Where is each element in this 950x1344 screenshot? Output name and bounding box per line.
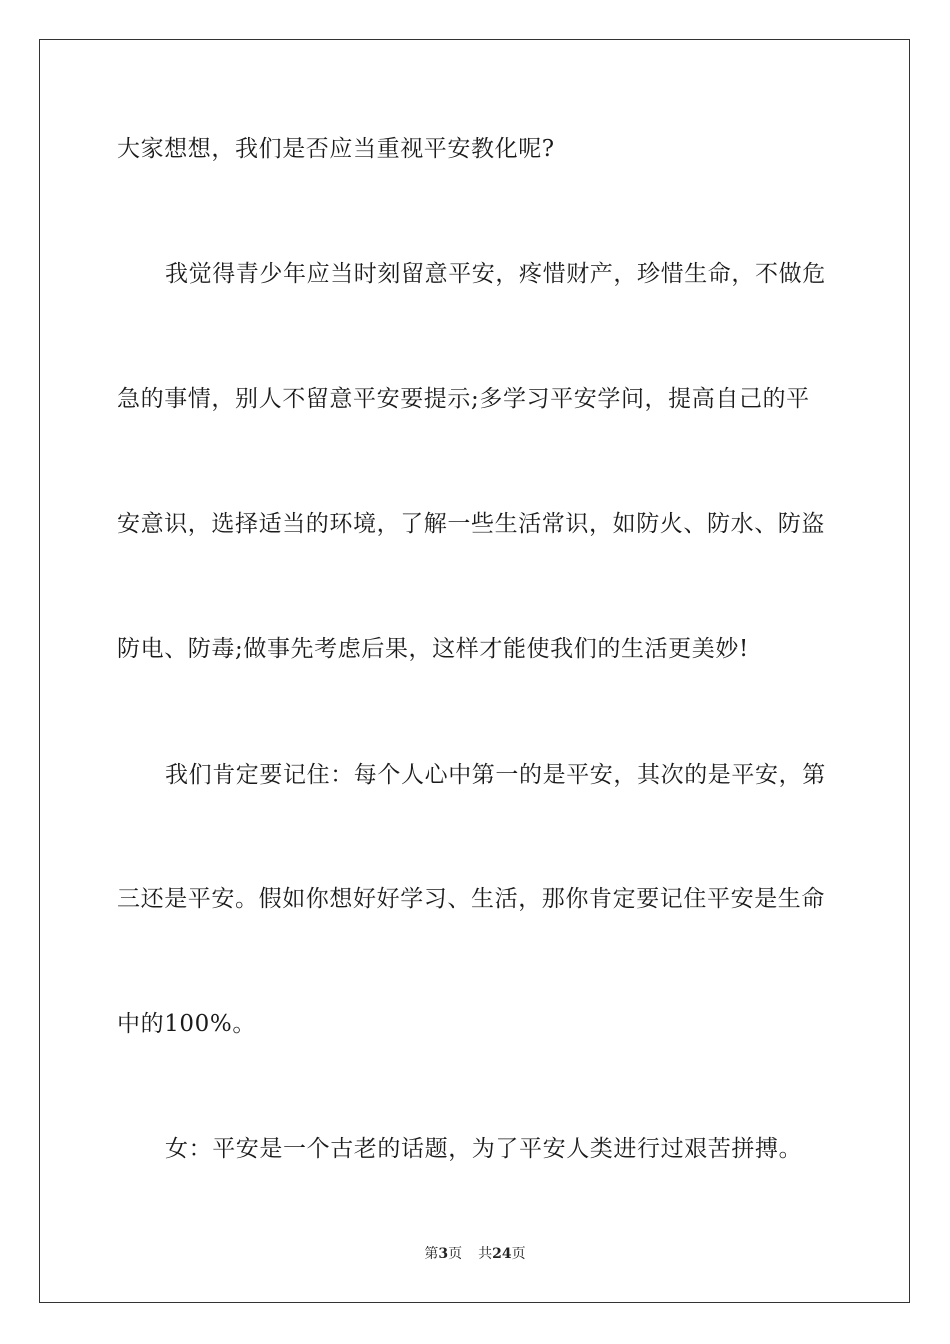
text-line-1: 大家想想，我们是否应当重视平安教化呢? bbox=[117, 136, 555, 162]
total-suffix: 页 bbox=[511, 1246, 526, 1262]
page-number: 3 bbox=[438, 1246, 449, 1262]
text-line-3: 急的事情，别人不留意平安要提示;多学习平安学问，提高自己的平 bbox=[117, 386, 810, 412]
text-line-9: 女：平安是一个古老的话题，为了平安人类进行过艰苦拼搏。 bbox=[165, 1136, 803, 1162]
text-line-8: 中的100%。 bbox=[117, 1011, 256, 1037]
text-line-6: 我们肯定要记住：每个人心中第一的是平安，其次的是平安，第 bbox=[165, 762, 826, 788]
total-prefix: 共 bbox=[478, 1246, 493, 1262]
page-prefix: 第 bbox=[424, 1246, 439, 1262]
total-pages: 24 bbox=[492, 1246, 512, 1262]
text-line-7: 三还是平安。假如你想好好学习、生活，那你肯定要记住平安是生命 bbox=[117, 886, 825, 912]
text-line-5: 防电、防毒;做事先考虑后果，这样才能使我们的生活更美妙! bbox=[117, 636, 749, 662]
page-frame bbox=[39, 39, 910, 1303]
text-line-2: 我觉得青少年应当时刻留意平安，疼惜财产，珍惜生命，不做危 bbox=[165, 261, 826, 287]
page-footer bbox=[0, 1244, 950, 1264]
text-line-4: 安意识，选择适当的环境，了解一些生活常识，如防火、防水、防盗 bbox=[117, 511, 825, 537]
page-suffix: 页 bbox=[448, 1246, 463, 1262]
